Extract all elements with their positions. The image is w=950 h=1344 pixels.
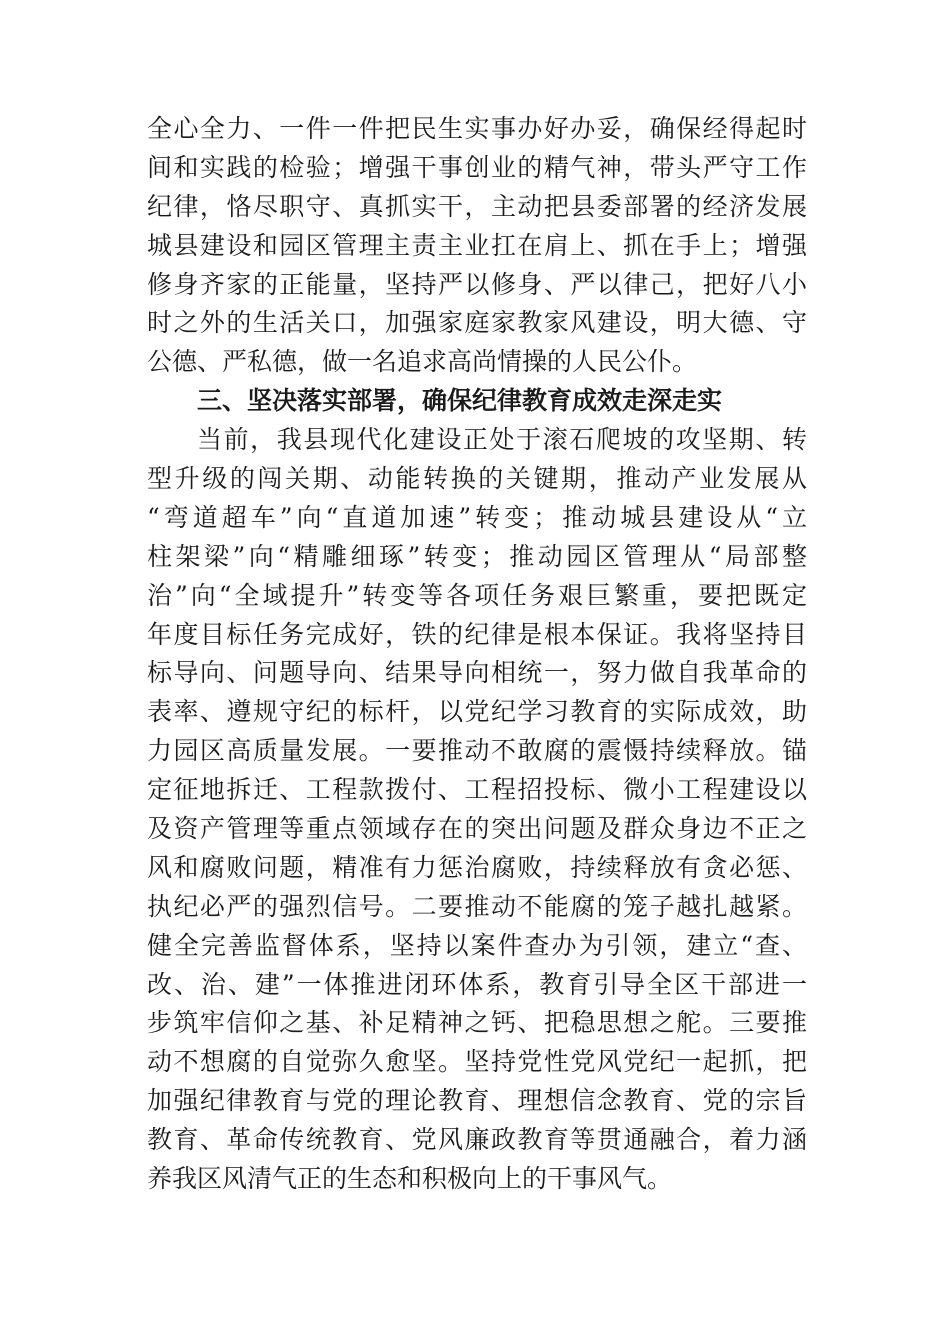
section-one-tail-paragraph [147, 110, 807, 382]
text-line: 时之外的生活关口，加强家庭家教家风建设，明大德、守 [147, 308, 807, 338]
text-line: 动不想腐的自觉弥久愈坚。坚持党性党风党纪一起抓，把 [147, 1047, 807, 1077]
text-line: 表率、遵规守纪的标杆，以党纪学习教育的实际成效，助 [147, 697, 807, 727]
text-line: 力园区高质量发展。一要推动不敢腐的震慑持续释放。锚 [147, 736, 807, 766]
text-line: 当前，我县现代化建设正处于滚石爬坡的攻坚期、转 [197, 425, 807, 455]
text-line: 标导向、问题导向、结果导向相统一，努力做自我革命的 [147, 658, 807, 688]
text-line: 健全完善监督体系，坚持以案件查办为引领，建立“查、 [147, 930, 807, 960]
text-line: 及资产管理等重点领域存在的突出问题及群众身边不正之 [147, 814, 807, 844]
text-line: 年度目标任务完成好，铁的纪律是根本保证。我将坚持目 [147, 619, 807, 649]
text-line: 间和实践的检验；增强干事创业的精气神，带头严守工作 [147, 152, 807, 182]
text-line: 步筑牢信仰之基、补足精神之钙、把稳思想之舵。三要推 [147, 1008, 807, 1038]
text-line: 公德、严私德，做一名追求高尚情操的人民公仆。 [147, 347, 698, 377]
text-line: 修身齐家的正能量，坚持严以修身、严以律己，把好八小 [147, 269, 807, 299]
section-three-heading: 三、坚决落实部署，确保纪律教育成效走深走实 [197, 386, 723, 416]
text-line: 柱架梁”向“精雕细琢”转变；推动园区管理从“局部整 [147, 541, 807, 571]
text-line: 教育、革命传统教育、党风廉政教育等贯通融合，着力涵 [147, 1125, 807, 1155]
text-line: 全心全力、一件一件把民生实事办好办妥，确保经得起时 [147, 114, 807, 143]
text-line: 风和腐败问题，精准有力惩治腐败，持续释放有贪必惩、 [147, 852, 807, 882]
text-line: “弯道超车”向“直道加速”转变；推动城县建设从“立 [147, 502, 807, 532]
text-line: 城县建设和园区管理主责主业扛在肩上、抓在手上；增强 [147, 230, 807, 260]
text-line: 养我区风清气正的生态和积极向上的干事风气。 [147, 1164, 673, 1194]
text-line: 执纪必严的强烈信号。二要推动不能腐的笼子越扎越紧。 [147, 891, 807, 921]
text-line: 加强纪律教育与党的理论教育、理想信念教育、党的宗旨 [147, 1086, 807, 1116]
text-line: 治”向“全域提升”转变等各项任务艰巨繁重，要把既定 [147, 580, 807, 610]
text-line: 型升级的闯关期、动能转换的关键期，推动产业发展从 [147, 464, 807, 494]
document-body [147, 110, 807, 1199]
section-three-paragraph [147, 421, 807, 1199]
text-line: 改、治、建”一体推进闭环体系，教育引导全区干部进一 [147, 969, 807, 999]
text-line: 纪律，恪尽职守、真抓实干，主动把县委部署的经济发展 [147, 191, 807, 221]
text-line: 定征地拆迁、工程款拨付、工程招投标、微小工程建设以 [147, 775, 807, 805]
